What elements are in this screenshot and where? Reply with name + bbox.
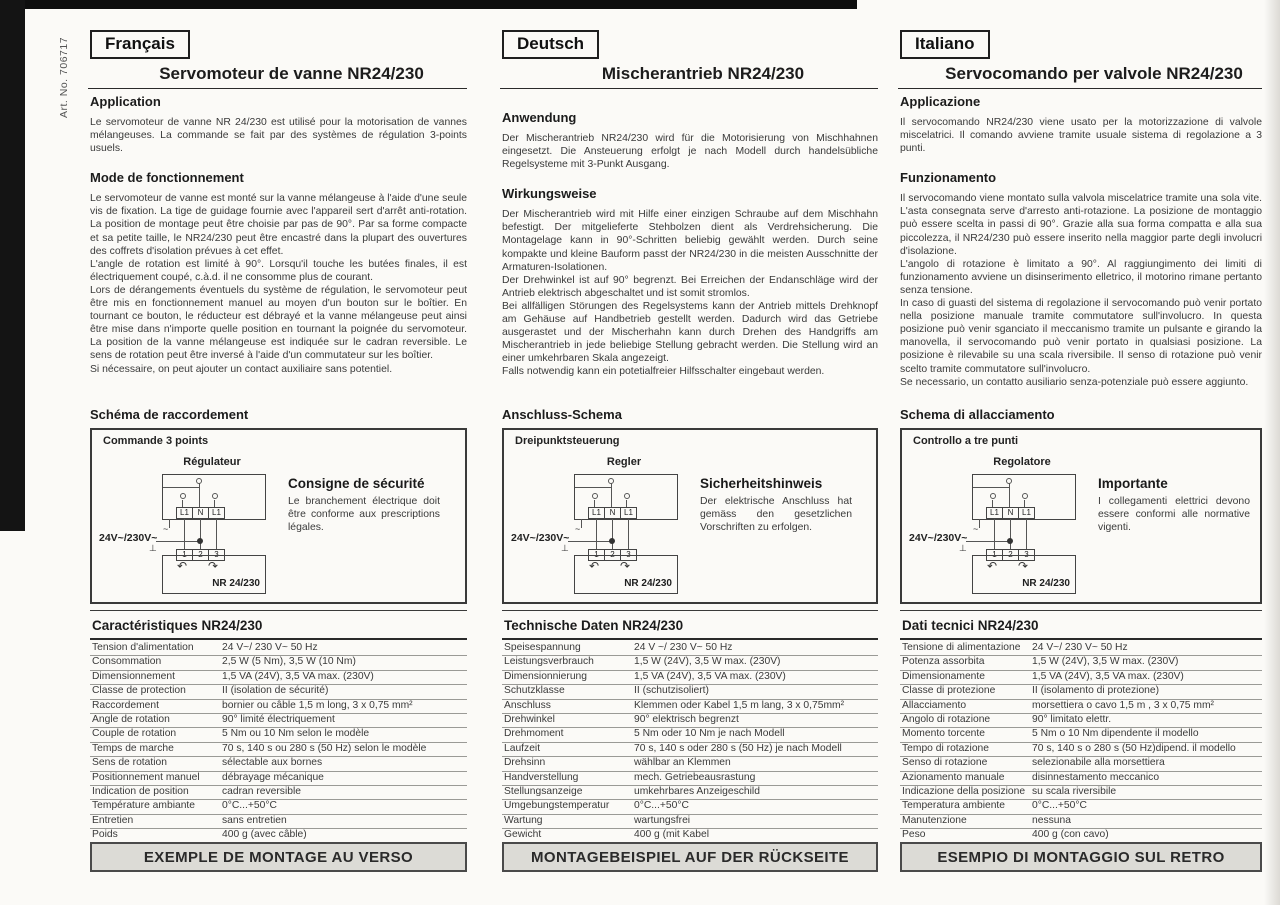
table-row	[502, 656, 878, 670]
spec-label: Entretien	[92, 814, 134, 826]
spec-label: Temperatura ambiente	[902, 800, 1006, 812]
contact-icon	[1006, 478, 1012, 484]
schema-diagram-box	[502, 428, 878, 604]
spec-label: Leistungsverbrauch	[504, 656, 594, 668]
table-row	[90, 786, 467, 800]
spec-label: Stellungsanzeige	[504, 786, 583, 798]
spec-label: Classe di protezione	[902, 685, 996, 697]
section-heading: Mode de fonctionnement	[90, 170, 244, 186]
safety-note	[1098, 476, 1250, 534]
ac-symbol-icon: ~	[575, 524, 581, 534]
internal-wire	[973, 487, 1009, 488]
spec-value: 5 Nm o 10 Nm dipendente il modello	[1032, 728, 1199, 740]
voltage-label: 24V~/230V~	[99, 532, 158, 544]
spec-label: Consommation	[92, 656, 162, 668]
language-label-box: Français	[90, 30, 190, 59]
spec-value: nessuna	[1032, 814, 1071, 826]
spec-value: selezionabile alla morsettiera	[1032, 757, 1165, 769]
power-stub	[979, 519, 980, 528]
spec-value: 400 g (con cavo)	[1032, 829, 1109, 841]
product-title: Mischerantrieb NR24/230	[601, 64, 805, 83]
wire	[994, 519, 995, 550]
table-row	[900, 772, 1262, 786]
spec-value: 1,5 W (24V), 3,5 W max. (230V)	[1032, 656, 1179, 668]
junction-node	[197, 538, 203, 544]
section-application	[90, 94, 467, 155]
rotate-right-icon: ↷	[208, 559, 219, 573]
spec-label: Tempo di rotazione	[902, 742, 990, 754]
spec-label: Peso	[902, 829, 926, 841]
scan-edge-left-band	[0, 0, 25, 531]
table-row	[502, 743, 878, 757]
device-label: NR 24/230	[624, 578, 672, 589]
power-stub	[581, 519, 582, 528]
spec-value: 5 Nm oder 10 Nm je nach Modell	[634, 728, 785, 740]
spec-value: 400 g (avec câble)	[222, 829, 307, 841]
section-operation	[900, 170, 1262, 388]
spec-label: Couple de rotation	[92, 728, 177, 740]
spec-label: Tension d'alimentation	[92, 642, 194, 653]
spec-label: Senso di rotazione	[902, 757, 988, 769]
safety-note-text: Der elektrische Anschluss hat gemäss den gesetzlichen Vorschriften zu erfolgen.	[700, 496, 852, 533]
power-line	[156, 541, 200, 542]
table-row	[502, 786, 878, 800]
spec-label: Wartung	[504, 814, 543, 826]
safety-note	[288, 476, 440, 534]
ground-symbol-icon: ⊥	[561, 543, 569, 553]
footer-banner: ESEMPIO DI MONTAGGIO SUL RETRO	[900, 842, 1262, 872]
section-heading: Application	[90, 94, 161, 109]
spec-value: 24 V ~/ 230 V~ 50 Hz	[634, 642, 733, 653]
specs-table-heading: Caractéristiques NR24/230	[90, 611, 467, 640]
paragraph: L'angolo di rotazione è limitato a 90°. Al raggiungimento dei limiti di funzionamento avviene un disinserimento elletrico, il motorino rimane pertanto senza tensione.	[900, 258, 1262, 296]
footer-banner: MONTAGEBEISPIEL AUF DER RÜCKSEITE	[502, 842, 878, 872]
table-row	[900, 656, 1262, 670]
paragraph: In caso di guasti del sistema di regolazione il servocomando può venir portato nella posizione manuale tramite commutatore sull'involucro. In questa posizione può venir sganciato il meccanismo tramite un pulsante e girando la manovella, il servocomando può venir portato in qualsiasi posizione. La posizione è rilevabile su una scala riversibile. Il senso di rotazione può venir scelto tramite commutatore sull'involucro.	[900, 298, 1262, 375]
spec-value: 90° elektrisch begrenzt	[634, 714, 739, 726]
spec-value: wartungsfrei	[634, 814, 691, 826]
specs-table-heading: Dati tecnici NR24/230	[900, 611, 1262, 640]
ground-symbol-icon: ⊥	[149, 543, 157, 553]
voltage-label: 24V~/230V~	[909, 532, 968, 544]
wire	[612, 519, 613, 550]
spec-value: 2,5 W (5 Nm), 3,5 W (10 Nm)	[222, 656, 356, 668]
specs-table-section	[90, 610, 467, 844]
safety-note-text: I collegamenti elettrici devono essere conformi alle normative vigenti.	[1098, 496, 1250, 533]
table-row	[502, 714, 878, 728]
spec-label: Drehwinkel	[504, 714, 555, 726]
wire	[1026, 519, 1027, 550]
spec-label: Dimensionnement	[92, 670, 175, 682]
schema-heading: Schema di allacciamento	[900, 407, 1055, 422]
contact-icon	[608, 478, 614, 484]
specs-table-section	[502, 610, 878, 844]
wiring-schema-section	[90, 407, 467, 604]
terminal: L1	[176, 507, 193, 519]
spec-value: 0°C...+50°C	[222, 800, 277, 812]
junction-node	[1007, 538, 1013, 544]
product-title: Servocomando per valvole NR24/230	[945, 64, 1243, 83]
paragraph: Lors de dérangements éventuels du système de régulation, le servomoteur peut être mis en fonctionnement manuel au moyen d'un bouton sur le boîtier. En tournant ce bouton, le réducteur est débrayé et la vanne mélangeuse peut ainsi être mise dans n'importe quelle position en tournant la poignée du servomoteur. La position de la vanne mélangeuse est indiquée sur le cadran reversible. Le sens de rotation peut être inversé à l'aide d'un commutateur sur les boîtier.	[90, 284, 467, 362]
terminal: 2	[192, 549, 209, 561]
footer-banner: EXEMPLE DE MONTAGE AU VERSO	[90, 842, 467, 872]
wire	[1010, 519, 1011, 550]
spec-value: sans entretien	[222, 814, 287, 826]
paragraph: Se necessario, un contatto ausiliario senza-potenziale può essere aggiunto.	[900, 376, 1249, 388]
paragraph: Le servomoteur de vanne est monté sur la vanne mélangeuse à l'aide d'une seule vis de fixation. La tige de guidage fournie avec l'appareil sert d'arrêt anti-rotation. La position de montage peut être choisie par pas de 90°. Par sa forme compacte et sa petite taille, le NR24/230 peut être encastré dans la plupart des ouvertures des coffrets d'isolation prévues à cet effet.	[90, 193, 467, 257]
internal-wire	[575, 487, 611, 488]
paragraph: Il servocomando NR24/230 viene usato per la motorizzazione di valvole miscelatrici. Il comando avviene tramite usuale sistema di regolazione a 3 punti.	[900, 117, 1262, 155]
table-row	[900, 728, 1262, 742]
wire	[184, 519, 185, 550]
language-label-box: Italiano	[900, 30, 990, 59]
spec-value: 70 s, 140 s o 280 s (50 Hz)dipend. il modello	[1032, 742, 1236, 754]
table-row	[900, 743, 1262, 757]
safety-note	[700, 476, 852, 534]
device-label: NR 24/230	[1022, 578, 1070, 589]
rotate-left-icon: ↶	[589, 559, 600, 573]
terminal: N	[1002, 507, 1019, 519]
terminal: N	[604, 507, 621, 519]
rotate-right-icon: ↷	[1018, 559, 1029, 573]
spec-value: 70 s, 140 s oder 280 s (50 Hz) je nach Modell	[634, 742, 842, 754]
paragraph: Le servomoteur de vanne NR 24/230 est utilisé pour la motorisation de vannes mélangeuses. La commande se fait par des systèmes de régulation 3-points usuels.	[90, 117, 467, 155]
control-type-label: Controllo a tre punti	[913, 435, 1019, 447]
article-number: Art. No. 706717	[58, 36, 70, 118]
spec-label: Sens de rotation	[92, 757, 167, 769]
table-row	[502, 642, 878, 656]
wire	[596, 519, 597, 550]
section-application	[900, 94, 1262, 155]
schema-heading: Schéma de raccordement	[90, 407, 249, 422]
junction-node	[609, 538, 615, 544]
rotate-left-icon: ↶	[177, 559, 188, 573]
regulator-terminals	[986, 507, 1034, 519]
paragraph: Si nécessaire, on peut ajouter un contact auxiliaire sans potentiel.	[90, 363, 393, 375]
switch-lever	[1009, 483, 1010, 509]
terminal: L1	[1018, 507, 1035, 519]
safety-note-text: Le branchement électrique doit être conforme aux prescriptions légales.	[288, 496, 440, 533]
table-row	[900, 800, 1262, 814]
section-operation	[502, 186, 878, 378]
wire	[216, 519, 217, 550]
table-row	[90, 700, 467, 714]
power-line	[966, 541, 1010, 542]
spec-label: Drehsinn	[504, 757, 546, 769]
specs-table	[502, 642, 878, 844]
internal-wire	[163, 487, 199, 488]
table-row	[90, 800, 467, 814]
spec-label: Azionamento manuale	[902, 771, 1005, 783]
column-italian	[898, 0, 1262, 905]
terminal: 1	[176, 549, 193, 561]
table-row	[90, 656, 467, 670]
terminal: 3	[208, 549, 225, 561]
safety-note-title: Sicherheitshinweis	[700, 476, 823, 491]
table-row	[90, 714, 467, 728]
title-rule	[898, 88, 1262, 89]
rotate-right-icon: ↷	[620, 559, 631, 573]
paragraph: Falls notwendig kann ein potetialfreier Hilfsschalter eingebaut werden.	[502, 366, 825, 378]
body-text	[502, 110, 878, 394]
spec-value: morsettiera o cavo 1,5 m , 3 x 0,75 mm²	[1032, 699, 1214, 711]
wire	[200, 519, 201, 550]
section-heading: Funzionamento	[900, 170, 997, 186]
spec-value: su scala riversibile	[1032, 786, 1117, 798]
table-row	[502, 772, 878, 786]
schema-diagram-box	[900, 428, 1262, 604]
terminal: 1	[588, 549, 605, 561]
contact-icon	[196, 478, 202, 484]
spec-label: Allacciamento	[902, 699, 967, 711]
table-row	[90, 743, 467, 757]
table-row	[900, 786, 1262, 800]
title-rule	[500, 88, 878, 89]
spec-label: Handverstellung	[504, 771, 579, 783]
control-type-label: Commande 3 points	[103, 435, 209, 447]
section-heading: Anwendung	[502, 110, 577, 125]
spec-label: Momento torcente	[902, 728, 985, 740]
contact-icon	[990, 493, 996, 499]
table-row	[900, 685, 1262, 699]
column-german	[500, 0, 878, 905]
column-french	[88, 0, 467, 905]
spec-label: Anschluss	[504, 699, 551, 711]
spec-label: Positionnement manuel	[92, 771, 200, 783]
table-row	[90, 642, 467, 656]
spec-label: Gewicht	[504, 829, 542, 841]
spec-label: Dimensionnierung	[504, 670, 587, 682]
terminal: 3	[620, 549, 637, 561]
table-row	[90, 728, 467, 742]
spec-value: Klemmen oder Kabel 1,5 m lang, 3 x 0,75mm²	[634, 699, 845, 711]
spec-label: Laufzeit	[504, 742, 541, 754]
schema-heading: Anschluss-Schema	[502, 407, 622, 422]
table-row	[502, 728, 878, 742]
spec-value: 24 V~/ 230 V~ 50 Hz	[222, 642, 318, 653]
spec-value: 0°C...+50°C	[634, 800, 689, 812]
terminal: L1	[620, 507, 637, 519]
spec-label: Tensione di alimentazione	[902, 642, 1021, 653]
terminal: L1	[986, 507, 1003, 519]
spec-label: Speisespannung	[504, 642, 581, 653]
table-row	[502, 685, 878, 699]
paragraph: Der Drehwinkel ist auf 90° begrenzt. Bei Erreichen der Endanschläge wird der Antrieb elektrisch abgeschaltet und ist somit stromlos.	[502, 274, 878, 299]
spec-value: débrayage mécanique	[222, 771, 324, 783]
spec-value: wählbar an Klemmen	[634, 757, 731, 769]
spec-label: Dimensionamente	[902, 670, 985, 682]
ground-symbol-icon: ⊥	[959, 543, 967, 553]
table-row	[90, 772, 467, 786]
paragraph: Il servocomando viene montato sulla valvola miscelatrice tramite una sola vite. L'asta consegnata serve d'arresto anti-rotazione. La posizione de montaggio può essere scelta in passi di 90°. Grazie alla sua forma compatta e alla sua piccolezza, il NR24/230 può essere inserito nella maggior parte degli involucri d'isolazione.	[900, 193, 1262, 257]
spec-value: II (schutzisoliert)	[634, 685, 709, 697]
spec-value: disinnestamento meccanico	[1032, 771, 1160, 783]
spec-value: 0°C...+50°C	[1032, 800, 1087, 812]
paragraph: Der Mischerantrieb NR24/230 wird für die Motorisierung von Mischhahnen eingesetzt. Die Ansteuerung erfolgt je nach Modell durch handelsübliche Regelsysteme mit 3-Punkt Ausgang.	[502, 133, 878, 171]
spec-value: II (isolation de sécurité)	[222, 685, 329, 697]
table-row	[502, 815, 878, 829]
spec-value: mech. Getriebeausrastung	[634, 771, 756, 783]
voltage-label: 24V~/230V~	[511, 532, 570, 544]
spec-value: 5 Nm ou 10 Nm selon le modèle	[222, 728, 370, 740]
spec-value: 400 g (mit Kabel	[634, 829, 709, 841]
spec-label: Umgebungstemperatur	[504, 800, 610, 812]
terminal: L1	[588, 507, 605, 519]
table-row	[502, 800, 878, 814]
wire	[628, 519, 629, 550]
table-row	[900, 671, 1262, 685]
section-heading: Applicazione	[900, 94, 981, 109]
contact-icon	[1022, 493, 1028, 499]
spec-value: sélectable aux bornes	[222, 757, 323, 769]
spec-label: Potenza assorbita	[902, 656, 985, 668]
safety-note-title: Importante	[1098, 476, 1168, 491]
specs-table	[90, 642, 467, 844]
contact-icon	[212, 493, 218, 499]
scan-edge-right-shadow	[1264, 0, 1280, 905]
terminal: 2	[604, 549, 621, 561]
spec-label: Indication de position	[92, 786, 189, 798]
section-heading: Wirkungsweise	[502, 186, 597, 202]
paragraph: Bei allfälligen Störungen des Regelsystems kann der Antrieb mittels Drehknopf am Gehäuse auf Handbetrieb gestellt werden. Dadurch wird das Getriebe ausgerastet und der Mischerhahn kann durch Drehen des Handgriffs am Mischerantrieb in jede beliebige Stellung gebracht werden. Die Stellung wird an einer umkehrbaren Skala angezeigt.	[502, 300, 878, 365]
spec-value: 1,5 VA (24V), 3,5 VA max. (230V)	[222, 670, 374, 682]
table-row	[900, 700, 1262, 714]
table-row	[502, 671, 878, 685]
spec-value: 1,5 VA (24V), 3,5 VA max. (230V)	[1032, 670, 1184, 682]
spec-value: 1,5 VA (24V), 3,5 VA max. (230V)	[634, 670, 786, 682]
spec-value: 90° limitato elettr.	[1032, 714, 1112, 726]
schema-diagram-box	[90, 428, 467, 604]
table-row	[900, 714, 1262, 728]
table-row	[900, 642, 1262, 656]
regulator-label: Regolatore	[993, 456, 1051, 468]
regulator-terminals	[588, 507, 636, 519]
spec-label: Schutzklasse	[504, 685, 565, 697]
spec-label: Indicazione della posizione	[902, 786, 1026, 798]
table-row	[90, 757, 467, 771]
spec-label: Temps de marche	[92, 742, 174, 754]
spec-value: II (isolamento di protezione)	[1032, 685, 1160, 697]
switch-lever	[199, 483, 200, 509]
paragraph: Der Mischerantrieb wird mit Hilfe einer einzigen Schraube auf dem Mischhahn befestigt. Der mitgelieferte Stehbolzen dient als Verdrehsicherung. Die Montagelage kann in 90°-Schritten beliebig gewählt werden. Durch seine kompakte und kleine Bauform passt der NR24/230 in die meisten Ausschnitte der Armaturen-Isolationen.	[502, 209, 878, 273]
terminal: L1	[208, 507, 225, 519]
spec-value: 70 s, 140 s ou 280 s (50 Hz) selon le modèle	[222, 742, 427, 754]
power-stub	[169, 519, 170, 528]
regulator-label: Regler	[606, 456, 642, 468]
ac-symbol-icon: ~	[163, 524, 169, 534]
table-row	[900, 815, 1262, 829]
table-row	[90, 815, 467, 829]
safety-note-title: Consigne de sécurité	[288, 476, 425, 491]
table-row	[90, 685, 467, 699]
contact-icon	[624, 493, 630, 499]
terminal: N	[192, 507, 209, 519]
spec-label: Température ambiante	[92, 800, 196, 812]
terminal: 3	[1018, 549, 1035, 561]
contact-icon	[592, 493, 598, 499]
ac-symbol-icon: ~	[973, 524, 979, 534]
table-row	[900, 757, 1262, 771]
table-row	[90, 671, 467, 685]
spec-value: bornier ou câble 1,5 m long, 3 x 0,75 mm²	[222, 699, 413, 711]
specs-table-section	[900, 610, 1262, 844]
table-row	[502, 700, 878, 714]
control-type-label: Dreipunktsteuerung	[515, 435, 620, 447]
spec-value: 1,5 W (24V), 3,5 W max. (230V)	[634, 656, 781, 668]
spec-label: Raccordement	[92, 699, 159, 711]
regulator-label: Régulateur	[183, 456, 241, 468]
contact-icon	[180, 493, 186, 499]
spec-value: 24 V~/ 230 V~ 50 Hz	[1032, 642, 1128, 653]
paragraph: L'angle de rotation est limité à 90°. Lorsqu'il touche les butées finales, il est électriquement coupé, c.à.d. il ne consomme plus de courant.	[90, 258, 467, 283]
language-label-box: Deutsch	[502, 30, 599, 59]
specs-table-heading: Technische Daten NR24/230	[502, 611, 878, 640]
regulator-terminals	[176, 507, 224, 519]
title-rule	[88, 88, 467, 89]
spec-label: Angolo di rotazione	[902, 714, 991, 726]
body-text	[900, 94, 1262, 404]
spec-label: Drehmoment	[504, 728, 564, 740]
spec-value: umkehrbares Anzeigeschild	[634, 786, 760, 798]
switch-lever	[611, 483, 612, 509]
body-text	[90, 94, 467, 391]
spec-value: 90° limité électriquement	[222, 714, 335, 726]
section-application	[502, 110, 878, 171]
table-row	[502, 757, 878, 771]
spec-label: Manutenzione	[902, 814, 967, 826]
spec-value: cadran reversible	[222, 786, 301, 798]
product-title: Servomoteur de vanne NR24/230	[159, 64, 424, 83]
device-label: NR 24/230	[212, 578, 260, 589]
spec-label: Angle de rotation	[92, 714, 170, 726]
spec-label: Classe de protection	[92, 685, 186, 697]
terminal: 2	[1002, 549, 1019, 561]
terminal: 1	[986, 549, 1003, 561]
section-operation	[90, 170, 467, 375]
wiring-schema-section	[502, 407, 878, 604]
wiring-schema-section	[900, 407, 1262, 604]
spec-label: Poids	[92, 829, 118, 841]
rotate-left-icon: ↶	[987, 559, 998, 573]
specs-table	[900, 642, 1262, 844]
power-line	[568, 541, 612, 542]
